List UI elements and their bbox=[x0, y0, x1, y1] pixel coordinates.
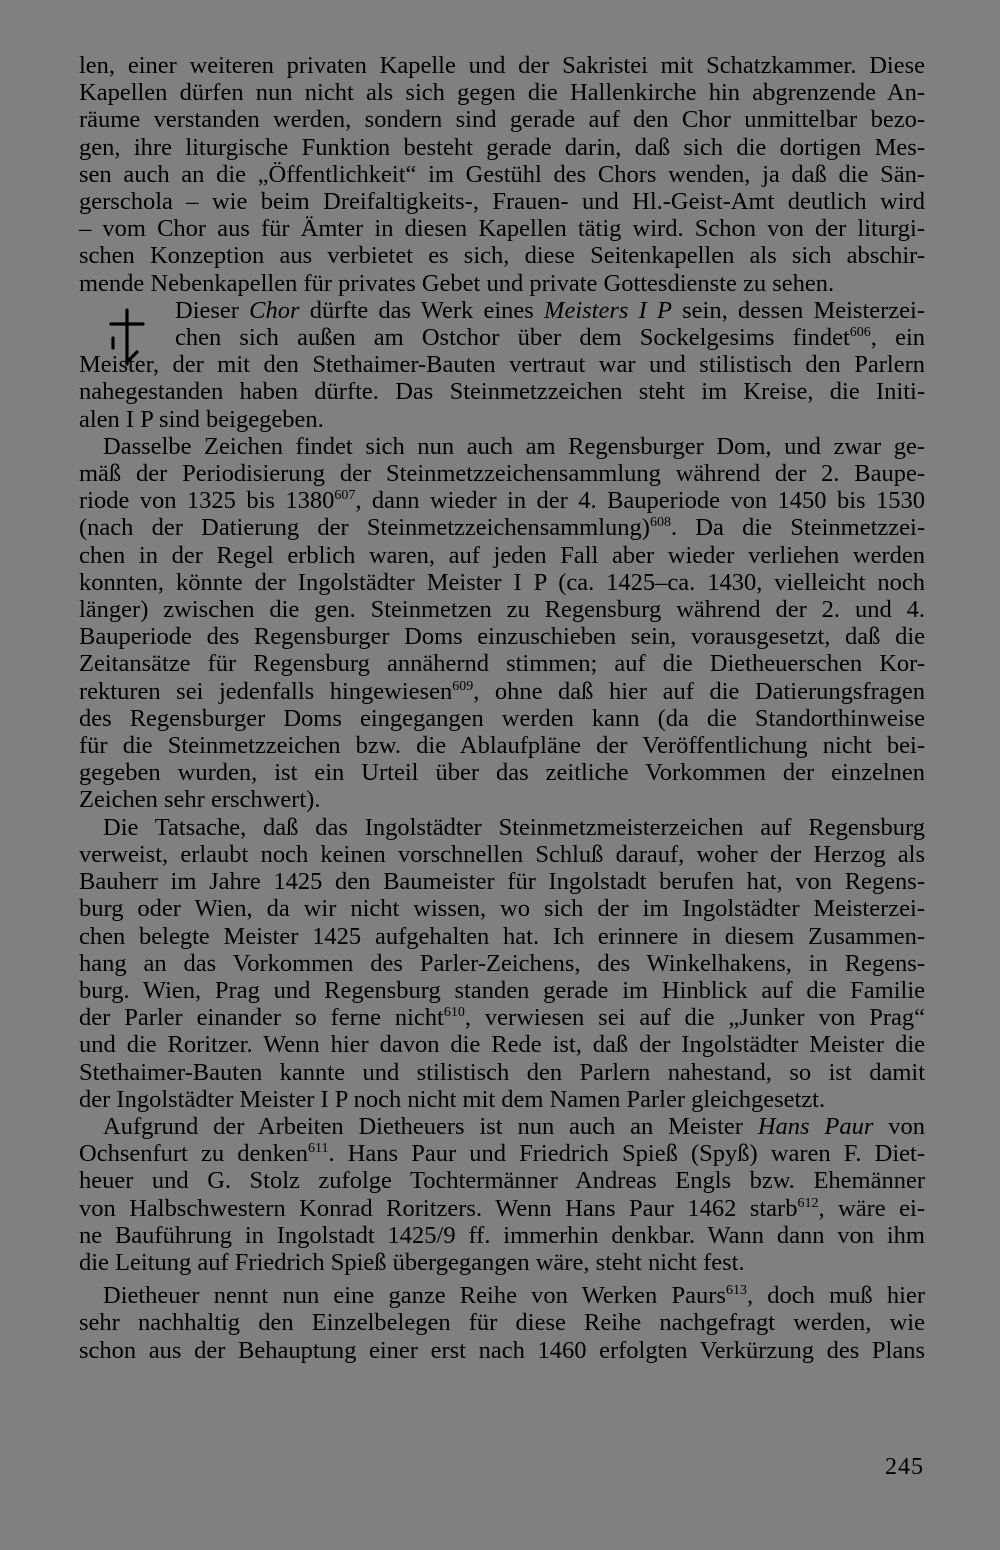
text-line: rekturen sei jedenfalls hingewiesen$^{609}$, ohne daß hier auf die Datierungsfragen bbox=[79, 677, 925, 705]
footnote-ref: 609 bbox=[452, 678, 474, 694]
text-line: Zeitansätze für Regensburg annähernd stimmen; auf die Dietheuerschen Kor- bbox=[79, 650, 925, 678]
text-line: riode von 1325 bis 1380$^{607}$, dann wieder in der 4. Bauperiode von 1450 bis 1530 bbox=[79, 487, 925, 515]
text-line: hang an das Vorkommen des Parler-Zeichens, des Winkelhakens, in Regens- bbox=[79, 949, 925, 977]
text-line: heuer und G. Stolz zufolge Tochtermänner Andreas Engls bzw. Ehemänner bbox=[79, 1167, 925, 1195]
text-line: des Regensburger Doms eingegangen werden kann (da die Standorthinweise bbox=[79, 704, 925, 732]
text-line: chen belegte Meister 1425 aufgehalten hat. Ich erinnere in diesem Zusammen- bbox=[79, 922, 925, 950]
text-line: Dasselbe Zeichen findet sich nun auch am Regensburger Dom, und zwar ge- bbox=[103, 432, 925, 460]
text-line: burg. Wien, Prag und Regensburg standen gerade im Hinblick auf die Familie bbox=[79, 976, 925, 1004]
text-line: burg oder Wien, da wir nicht wissen, wo sich der im Ingolstädter Meisterzei- bbox=[79, 895, 925, 923]
text-line: chen sich außen am Ostchor über dem Sockelgesims findet$^{606}$, ein bbox=[175, 324, 926, 352]
text-line: Bauperiode des Regensburger Doms einzuschieben sein, vorausgesetzt, daß die bbox=[79, 623, 925, 651]
text-line: ne Bauführung in Ingolstadt 1425/9 ff. immerhin denkbar. Wann dann von ihm bbox=[79, 1221, 925, 1249]
body-text bbox=[79, 52, 925, 1364]
text-line: sen auch an die „Öffentlichkeit“ im Gestühl des Chors wenden, ja daß die Sän- bbox=[79, 160, 925, 188]
text-line: Aufgrund der Arbeiten Dietheuers ist nun auch an Meister Hans Paur von bbox=[103, 1112, 926, 1140]
footnote-ref: 610 bbox=[443, 1005, 465, 1021]
text-line: schen Konzeption aus verbietet es sich, diese Seitenkapellen als sich abschir- bbox=[79, 242, 925, 270]
text-line: der Ingolstädter Meister I P noch nicht mit dem Namen Parler gleichgesetzt. bbox=[79, 1085, 826, 1113]
text-line: Ochsenfurt zu denken$^{611}$. Hans Paur und Friedrich Spieß (Spyß) waren F. Diet- bbox=[79, 1140, 926, 1168]
text-line: gerschola – wie beim Dreifaltigkeits-, Frauen- und Hl.-Geist-Amt deutlich wird bbox=[79, 188, 925, 216]
text-line: für die Steinmetzzeichen bzw. die Ablaufpläne der Veröffentlichung nicht bei- bbox=[79, 732, 925, 760]
text-line: der Parler einander so ferne nicht$^{610}$, verwiesen sei auf die „Junker von Prag“ bbox=[79, 1004, 925, 1032]
text-line: räume verstanden werden, sondern sind gerade auf den Chor unmittelbar bezo- bbox=[79, 106, 925, 134]
text-line: Die Tatsache, daß das Ingolstädter Steinmetzmeisterzeichen auf Regensburg bbox=[103, 813, 925, 841]
text-line: – vom Chor aus für Ämter in diesen Kapellen tätig wird. Schon von der liturgi- bbox=[79, 215, 925, 243]
text-line: alen I P sind beigegeben. bbox=[79, 405, 324, 433]
text-line: die Leitung auf Friedrich Spieß übergegangen wäre, steht nicht fest. bbox=[79, 1248, 745, 1276]
text-line: chen in der Regel erblich waren, auf jeden Fall aber wieder verliehen werden bbox=[79, 541, 925, 569]
text-line: mäß der Periodisierung der Steinmetzzeichensammlung während der 2. Baupe- bbox=[79, 460, 925, 488]
text-line: Kapellen dürfen nun nicht als sich gegen die Hallenkirche hin abgrenzende An- bbox=[79, 79, 925, 107]
text-line: Bauherr im Jahre 1425 den Baumeister für Ingolstadt berufen hat, von Regens- bbox=[79, 868, 925, 896]
text-line: gen, ihre liturgische Funktion besteht gerade darin, daß sich die dortigen Mes- bbox=[79, 133, 925, 161]
text-line: Dieser Chor dürfte das Werk eines Meisters I P sein, dessen Meisterzei- bbox=[175, 296, 925, 324]
text-line: konnten, könnte der Ingolstädter Meister I P (ca. 1425–ca. 1430, vielleicht noch bbox=[79, 568, 925, 596]
footnote-ref: 606 bbox=[849, 325, 871, 341]
text-line: sehr nachhaltig den Einzelbelegen für diese Reihe nachgefragt werden, wie bbox=[79, 1309, 925, 1337]
footnote-ref: 611 bbox=[307, 1141, 329, 1157]
text-line: Stethaimer-Bauten kannte und stilistisch den Parlern nahestand, so ist damit bbox=[79, 1058, 925, 1086]
text-line: Meister, der mit den Stethaimer-Bauten vertraut war und stilistisch den Parlern bbox=[79, 351, 925, 379]
text-line: Zeichen sehr erschwert). bbox=[79, 786, 321, 814]
text-line: Dietheuer nennt nun eine ganze Reihe von Werken Paurs$^{613}$, doch muß hier bbox=[103, 1282, 925, 1310]
text-line: gegeben wurden, ist ein Urteil über das zeitliche Vorkommen der einzelnen bbox=[79, 759, 925, 787]
text-line: länger) zwischen die gen. Steinmetzen zu Regensburg während der 2. und 4. bbox=[79, 596, 925, 624]
text-line: len, einer weiteren privaten Kapelle und der Sakristei mit Schatzkammer. Diese bbox=[79, 52, 925, 79]
text-line: von Halbschwestern Konrad Roritzers. Wenn Hans Paur 1462 starb$^{612}$, wäre ei- bbox=[79, 1194, 925, 1222]
text-line: mende Nebenkapellen für privates Gebet und private Gottesdienste zu sehen. bbox=[79, 269, 835, 297]
text-line: verweist, erlaubt noch keinen vorschnellen Schluß darauf, woher der Herzog als bbox=[79, 840, 925, 868]
text-line: (nach der Datierung der Steinmetzzeichensammlung)$^{608}$. Da die Steinmetzzei- bbox=[79, 514, 925, 542]
footnote-ref: 608 bbox=[649, 515, 671, 531]
footnote-ref: 613 bbox=[725, 1283, 747, 1299]
footnote-ref: 607 bbox=[334, 488, 356, 504]
text-line: schon aus der Behauptung einer erst nach 1460 erfolgten Verkürzung des Plans bbox=[79, 1336, 925, 1364]
text-line: nahegestanden haben dürfte. Das Steinmetzzeichen steht im Kreise, die Initi- bbox=[79, 378, 925, 406]
text-line: und die Roritzer. Wenn hier davon die Rede ist, daß der Ingolstädter Meister die bbox=[79, 1031, 925, 1059]
page-number: 245 bbox=[885, 1454, 924, 1480]
footnote-ref: 612 bbox=[797, 1195, 819, 1211]
